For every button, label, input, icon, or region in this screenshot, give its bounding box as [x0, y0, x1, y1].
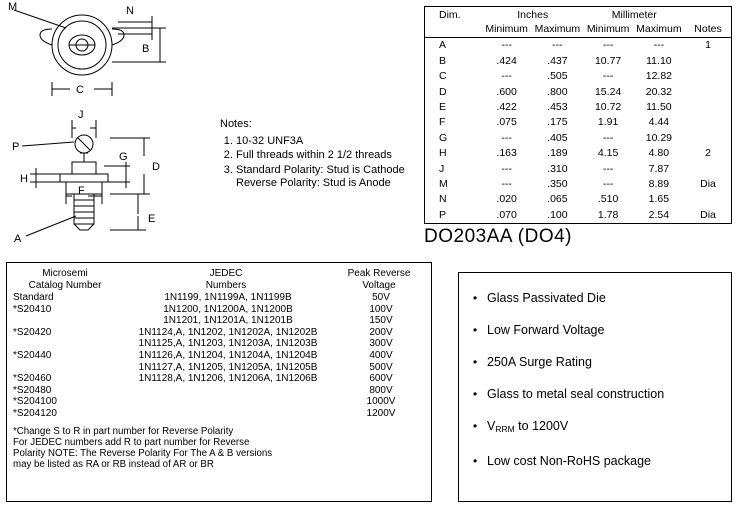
dim-cell-mm-min: 4.15: [597, 147, 619, 160]
feature-item: • Glass to metal seal construction: [487, 387, 731, 402]
parts-header-jedec: JEDEC Numbers: [205, 268, 247, 291]
dim-cell-mm-min: ---: [602, 131, 614, 144]
dim-cell-notes: [685, 115, 731, 130]
note-item: [236, 164, 410, 191]
label-G: G: [119, 151, 128, 163]
dimension-table: [424, 6, 732, 224]
dim-cell-in-max: .189: [547, 147, 568, 160]
dim-cell-letter: N: [439, 193, 447, 206]
feature-item: [487, 419, 731, 437]
dim-table-row: [425, 84, 731, 99]
footnote-line: Polarity NOTE: The Reverse Polarity For The A & B versions: [13, 448, 273, 460]
dim-cell-in-max: .437: [547, 54, 568, 67]
parts-table-header: [7, 263, 431, 291]
dim-cell-in-max: .350: [547, 177, 568, 190]
dim-cell-letter: J: [439, 162, 445, 175]
parts-cell-jedec: [121, 408, 335, 420]
parts-cell-catalog: [7, 315, 121, 327]
parts-cell-catalog: [7, 362, 121, 374]
header-inches: Inches: [517, 9, 549, 21]
table-row: [7, 315, 431, 327]
dim-cell-in-min: .600: [496, 85, 517, 98]
header-spacer: [685, 7, 731, 24]
dim-table-row: [425, 177, 731, 192]
parts-cell-jedec: 1N1126,A, 1N1204, 1N1204A, 1N1204B: [138, 349, 318, 361]
dim-cell-notes: [685, 192, 731, 207]
parts-cell-jedec: 1N1200, 1N1200A, 1N1200B: [163, 303, 293, 315]
note-standard-polarity: Standard Polarity: Stud is Cathode: [236, 163, 405, 176]
note-item: 2. Full threads within 2 1/2 threads: [236, 149, 410, 163]
parts-cell-voltage: 600V: [369, 373, 393, 385]
dim-cell-notes: 1: [705, 39, 711, 52]
header-mm-max: Maximum: [633, 24, 685, 38]
table-row: [7, 350, 431, 362]
parts-cell-catalog: *S204100: [13, 396, 57, 408]
dim-table-row: [425, 69, 731, 84]
dim-cell-letter: B: [439, 54, 447, 67]
dim-cell-in-max: .100: [547, 208, 568, 221]
parts-cell-voltage: 100V: [369, 303, 393, 315]
dim-cell-mm-min: 10.72: [594, 100, 622, 113]
dim-cell-in-min: ---: [501, 162, 512, 175]
dim-cell-mm-max: 8.89: [648, 177, 670, 190]
table-row: [7, 408, 431, 420]
dim-cell-in-max: .175: [547, 116, 568, 129]
dim-cell-in-max: .453: [547, 100, 568, 113]
dim-cell-in-min: .020: [496, 193, 517, 206]
dim-cell-in-min: .424: [496, 54, 517, 67]
feature-item: • Glass Passivated Die: [487, 291, 731, 306]
dim-cell-in-max: .505: [547, 70, 568, 83]
dim-cell-mm-max: 10.29: [645, 131, 673, 144]
parts-cell-catalog: Standard: [13, 292, 54, 303]
dim-cell-mm-max: 11.10: [646, 54, 672, 67]
dim-cell-mm-max: 4.80: [648, 147, 670, 160]
parts-cell-voltage: 50V: [372, 292, 390, 303]
dim-table-row: [425, 131, 731, 146]
dim-cell-mm-min: 1.91: [597, 116, 619, 129]
parts-cell-jedec: 1N1201, 1N1201A, 1N1201B: [163, 315, 293, 327]
feature-item: • Low cost Non-RoHS package: [487, 454, 731, 469]
parts-cell-voltage: 800V: [369, 384, 393, 396]
dim-cell-mm-max: 12.82: [645, 70, 673, 83]
dim-cell-in-min: .163: [496, 147, 517, 160]
dim-cell-mm-min: .510: [597, 193, 619, 206]
parts-cell-voltage: 1000V: [366, 396, 396, 408]
parts-cell-catalog: [7, 338, 121, 350]
parts-cell-voltage: 500V: [369, 361, 393, 373]
parts-cell-voltage: 400V: [369, 349, 393, 361]
parts-table-rows: [7, 292, 431, 420]
table-row: [7, 292, 431, 304]
dim-table-row: [425, 38, 731, 54]
label-E: E: [148, 213, 156, 225]
dim-cell-mm-min: ---: [602, 162, 614, 175]
table-row: [7, 385, 431, 397]
dim-table-row: [425, 115, 731, 130]
dim-cell-in-min: ---: [501, 131, 512, 144]
parts-cell-catalog: *S20460: [13, 373, 52, 385]
parts-cell-jedec: [121, 385, 335, 397]
parts-table-footnote: [7, 420, 431, 471]
dim-cell-in-min: .075: [496, 116, 517, 129]
parts-header-voltage: Peak Reverse Voltage: [347, 268, 411, 291]
dim-table-row: [425, 54, 731, 69]
parts-cell-jedec: [121, 396, 335, 408]
header-in-min: Minimum: [482, 24, 531, 38]
header-in-max: Maximum: [531, 24, 583, 38]
dim-cell-mm-max: 7.87: [648, 162, 670, 175]
parts-cell-voltage: 300V: [369, 338, 393, 350]
parts-header-catalog: Microsemi Catalog Number: [28, 268, 102, 291]
dim-table-row: [425, 100, 731, 115]
header-dim: Dim.: [439, 9, 461, 21]
dim-table-row: [425, 192, 731, 207]
footnote-line: For JEDEC numbers add R to part number for Reverse: [13, 436, 250, 448]
dim-cell-letter: D: [439, 85, 447, 98]
parts-cell-catalog: *S20410: [13, 303, 52, 315]
features-box: [458, 272, 732, 502]
parts-cell-catalog: *S204120: [13, 407, 57, 419]
feature-text-post: to 1200V: [514, 419, 569, 433]
dim-cell-letter: M: [439, 177, 448, 190]
dim-cell-notes: [685, 100, 731, 115]
label-A: A: [14, 233, 22, 245]
table-row: [7, 373, 431, 385]
label-D: D: [152, 161, 160, 173]
parts-cell-catalog: *S20420: [13, 326, 52, 338]
label-F: F: [78, 185, 85, 197]
dim-cell-notes: [685, 84, 731, 99]
dim-cell-in-min: .422: [496, 100, 517, 113]
table-row: [7, 362, 431, 374]
dim-cell-letter: H: [439, 147, 447, 160]
dim-cell-in-min: ---: [501, 177, 512, 190]
dim-cell-mm-min: ---: [602, 177, 614, 190]
dim-cell-notes: [685, 69, 731, 84]
label-N: N: [126, 5, 134, 17]
dim-cell-notes: [685, 161, 731, 176]
label-M: M: [8, 1, 18, 13]
feature-item: • Low Forward Voltage: [487, 323, 731, 338]
dim-cell-mm-min: ---: [602, 70, 614, 83]
label-B: B: [142, 43, 150, 55]
features-list: [459, 273, 731, 469]
dim-cell-mm-min: 1.78: [597, 208, 619, 221]
dim-cell-mm-max: ---: [653, 39, 665, 52]
dim-cell-mm-max: 20.32: [645, 85, 673, 98]
dim-cell-mm-max: 4.44: [648, 116, 670, 129]
dim-cell-letter: E: [439, 100, 447, 113]
header-mm-min: Minimum: [583, 24, 632, 38]
dim-cell-in-max: .800: [547, 85, 568, 98]
dim-cell-notes: 2: [705, 147, 711, 160]
dim-cell-letter: F: [439, 116, 446, 129]
dim-cell-mm-min: 15.24: [594, 85, 622, 98]
notes-title: Notes:: [220, 118, 252, 130]
dim-table-header-row-1: [425, 7, 731, 24]
label-J: J: [78, 109, 84, 121]
dim-cell-mm-max: 1.65: [648, 193, 670, 206]
notes-block: [220, 118, 410, 192]
dim-cell-mm-max: 11.50: [646, 100, 672, 113]
parts-cell-jedec: 1N1125,A, 1N1203, 1N1203A, 1N1203B: [138, 338, 318, 350]
table-row: [7, 327, 431, 339]
dim-cell-notes: [685, 131, 731, 146]
dim-cell-letter: G: [439, 131, 448, 144]
parts-table: [6, 262, 432, 502]
feature-text-pre: V: [487, 419, 496, 433]
parts-cell-voltage: 200V: [369, 326, 393, 338]
parts-cell-jedec: 1N1127,A, 1N1205, 1N1205A, 1N1205B: [138, 361, 318, 373]
label-P: P: [12, 141, 20, 153]
parts-cell-catalog: *S20440: [13, 349, 52, 361]
feature-text-sub: RRM: [495, 424, 515, 434]
note-item: 1. 10-32 UNF3A: [236, 135, 410, 149]
dim-cell-mm-max: 2.54: [648, 208, 670, 221]
table-row: [7, 304, 431, 316]
dim-cell-letter: C: [439, 70, 447, 83]
dim-table-row: [425, 161, 731, 176]
notes-list: [220, 135, 410, 191]
feature-item: • 250A Surge Rating: [487, 355, 731, 370]
footnote-line: *Change S to R in part number for Reverse Polarity: [13, 425, 234, 437]
dim-cell-in-min: .070: [496, 208, 517, 221]
dim-cell-in-max: .405: [547, 131, 568, 144]
dim-cell-letter: P: [439, 208, 447, 221]
dim-cell-mm-min: ---: [602, 39, 614, 52]
footnote-line: may be listed as RA or RB instead of AR or BR: [13, 459, 214, 471]
dim-cell-notes: Dia: [700, 177, 716, 190]
header-blank: [425, 24, 482, 38]
parts-cell-jedec: 1N1199, 1N1199A, 1N1199B: [164, 292, 292, 303]
table-row: [7, 338, 431, 350]
label-C: C: [76, 84, 84, 96]
dim-cell-in-max: .310: [547, 162, 568, 175]
dim-table-row: [425, 208, 731, 223]
dim-table-row: [425, 146, 731, 161]
dim-table-header-row-2: [425, 24, 731, 38]
dim-cell-notes: [685, 54, 731, 69]
note-reverse-polarity: Reverse Polarity: Stud is Anode: [236, 177, 391, 189]
parts-cell-catalog: *S20480: [13, 384, 52, 396]
parts-cell-voltage: 150V: [369, 315, 393, 327]
dim-cell-in-max: .065: [547, 193, 568, 206]
header-millimeter: Millimeter: [611, 9, 657, 21]
dim-cell-in-max: ---: [552, 39, 563, 52]
side-view-drawing: [0, 104, 220, 261]
package-label: DO203AA (DO4): [424, 226, 572, 247]
table-row: [7, 396, 431, 408]
dim-cell-letter: A: [439, 39, 447, 52]
dim-cell-notes: Dia: [700, 208, 716, 221]
parts-cell-jedec: 1N1128,A, 1N1206, 1N1206A, 1N1206B: [138, 373, 318, 385]
dim-cell-in-min: ---: [501, 39, 512, 52]
parts-cell-voltage: 1200V: [366, 407, 396, 419]
dim-cell-mm-min: 10.77: [594, 54, 622, 67]
dim-cell-in-min: ---: [501, 70, 512, 83]
parts-cell-jedec: 1N1124,A, 1N1202, 1N1202A, 1N1202B: [138, 326, 318, 338]
label-H: H: [20, 173, 28, 185]
header-notes: Notes: [685, 24, 731, 38]
top-view-drawing: [0, 0, 220, 110]
